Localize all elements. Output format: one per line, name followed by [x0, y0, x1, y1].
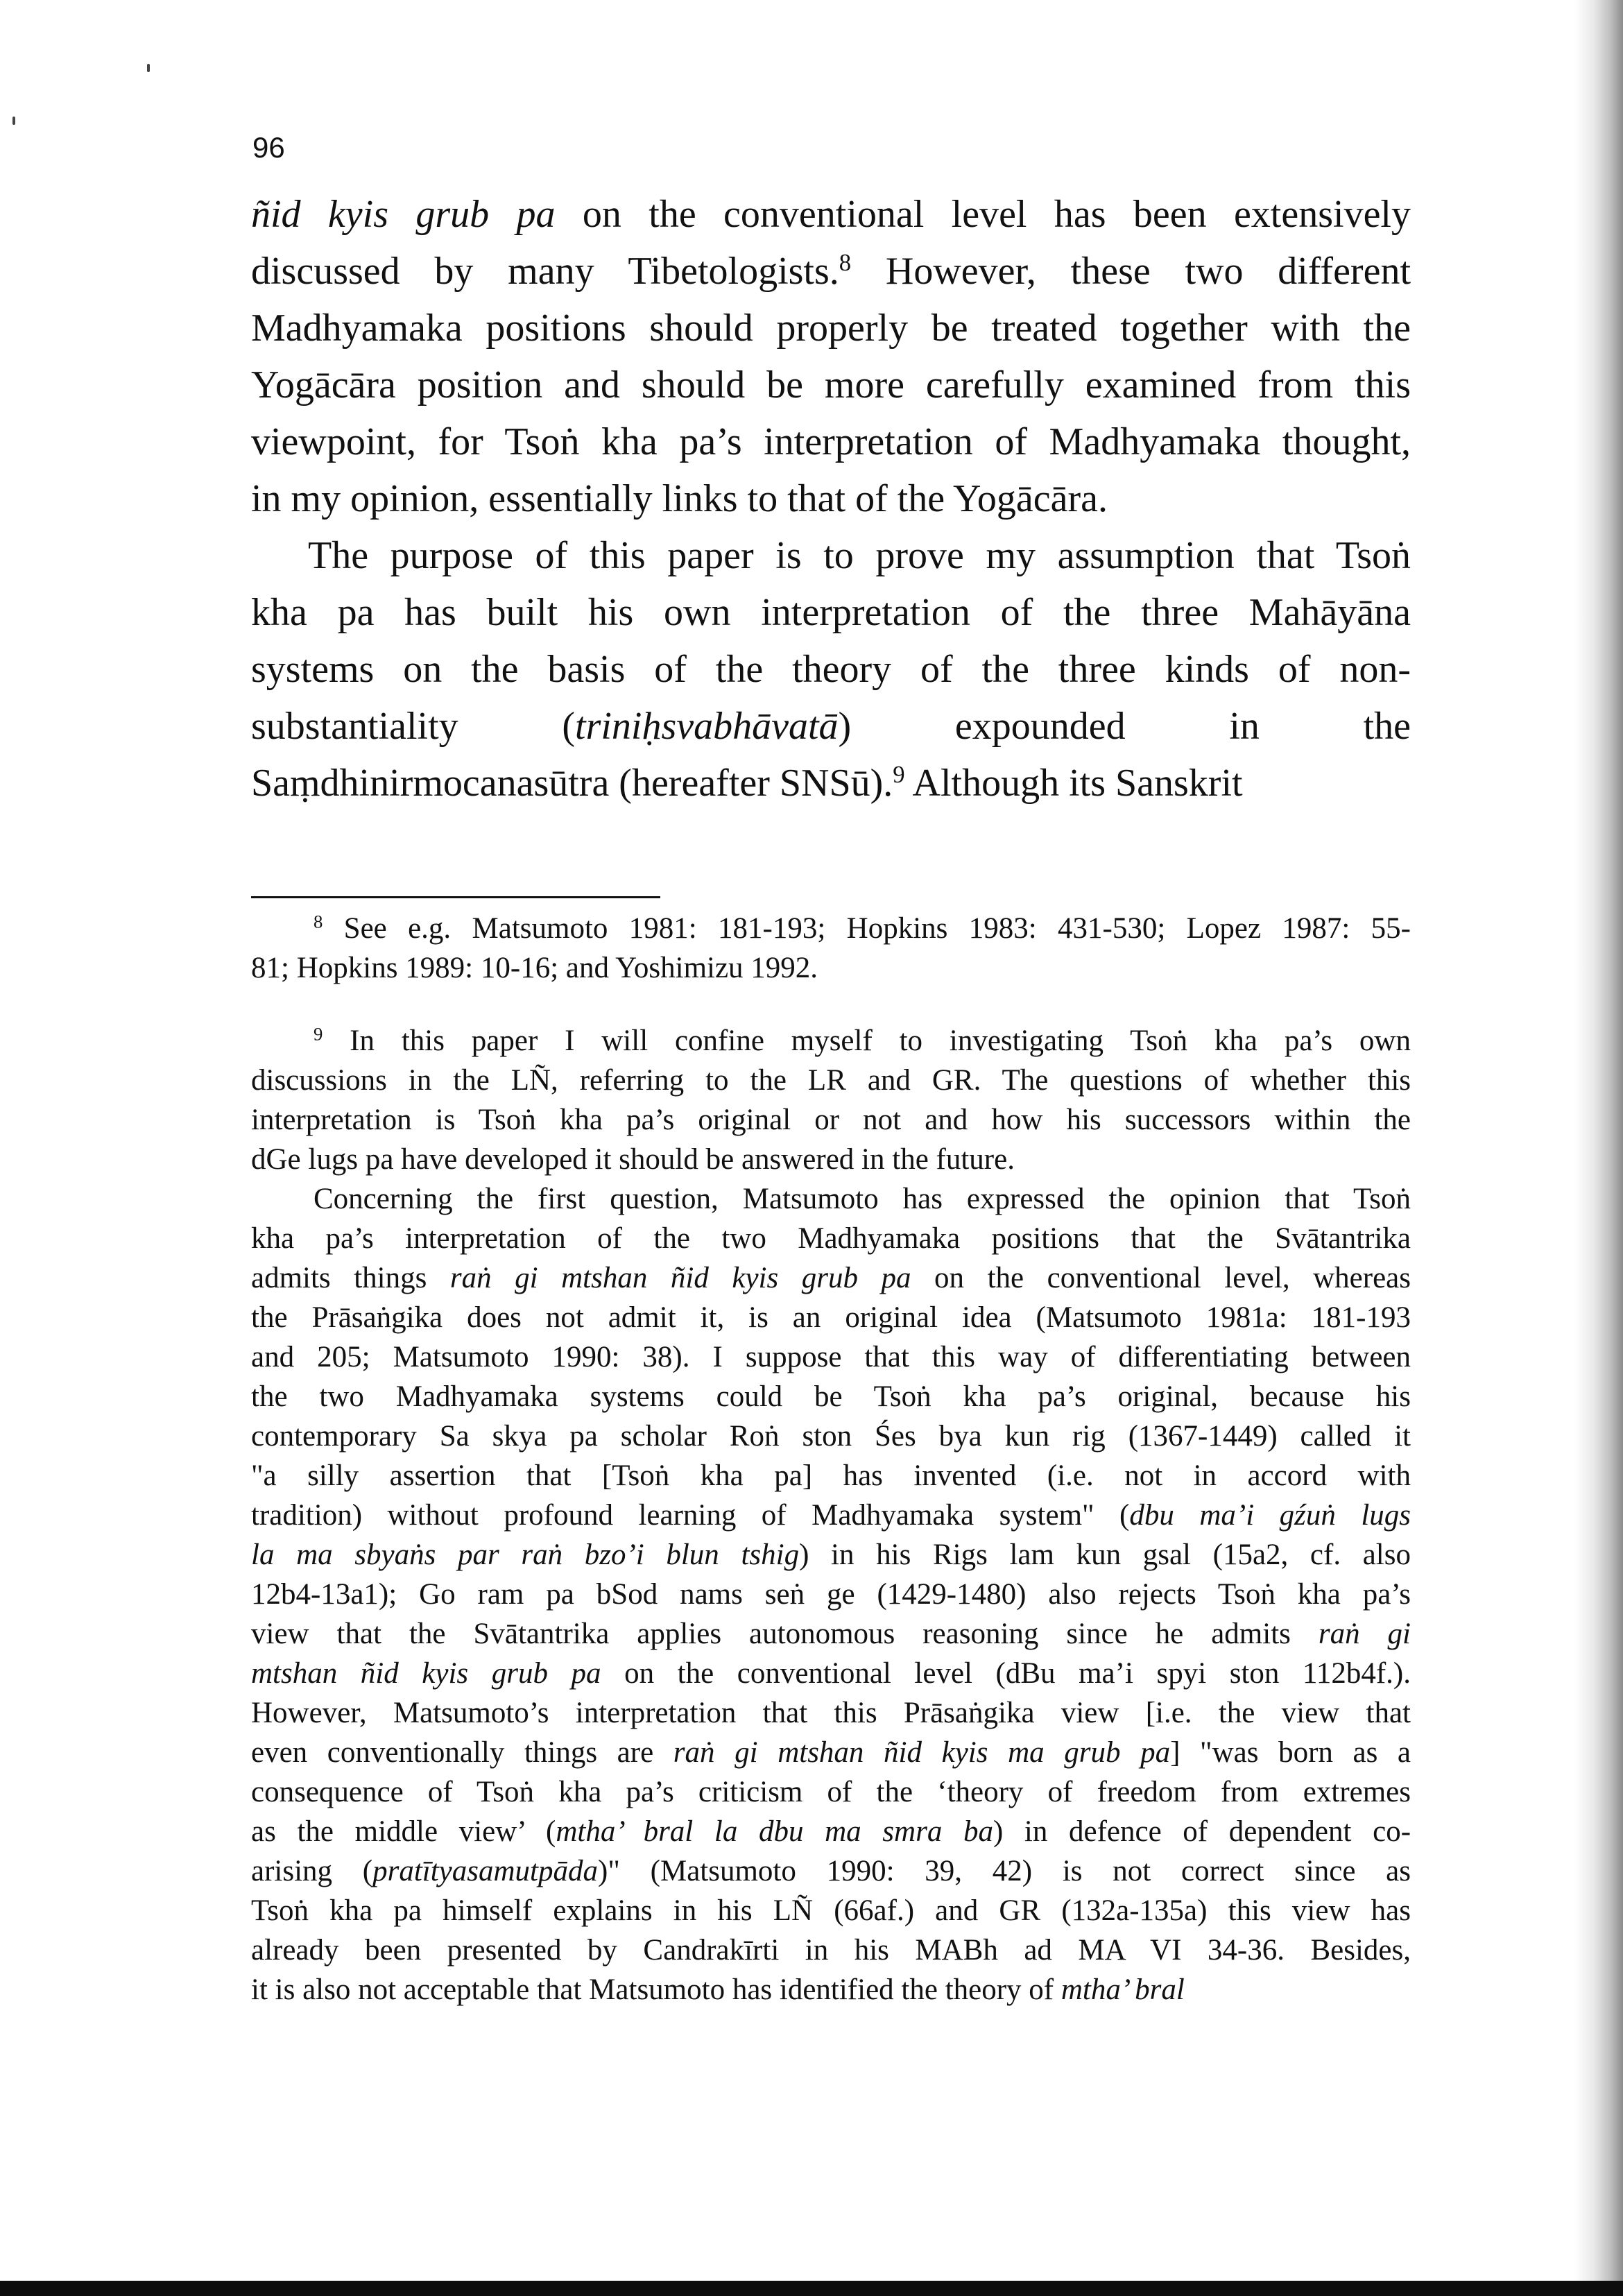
text-run: on the conventional level has been extensively	[555, 193, 1411, 236]
text-run: Madhyamaka positions should properly be treated together with the	[251, 307, 1411, 350]
body-line	[251, 641, 1411, 698]
text-run: ] "was born as a	[1170, 1736, 1411, 1769]
text-run: the Prāsaṅgika does not admit it, is an original idea (Matsumoto 1981a: 181-193	[251, 1301, 1411, 1334]
footnote-line	[251, 1772, 1411, 1812]
scan-bottom-border	[0, 2281, 1623, 2296]
text-run: on the conventional level, whereas	[911, 1262, 1411, 1294]
footnote-line	[251, 1930, 1411, 1970]
footnote-line	[251, 1377, 1411, 1416]
text-run: Tsoṅ kha pa himself explains in his LÑ (66af.) and GR (132a-135a) this view has	[251, 1894, 1411, 1927]
italic-term: raṅ gi mtshan ñid kyis grub pa	[449, 1262, 911, 1294]
text-run: ) in his Rigs lam kun gsal (15a2, cf. also	[799, 1539, 1411, 1571]
footnote-line	[251, 1891, 1411, 1930]
body-line	[251, 755, 1411, 812]
footnote-line	[251, 1654, 1411, 1693]
text-run: the two Madhyamaka systems could be Tsoṅ kha pa’s original, because his	[251, 1380, 1411, 1413]
footnote-line	[251, 1496, 1411, 1535]
footnotes-block	[251, 909, 1411, 2010]
text-run: Concerning the first question, Matsumoto has expressed the opinion that Tsoṅ	[314, 1183, 1411, 1215]
text-run: discussions in the LÑ, referring to the LR and GR. The questions of whether this	[251, 1064, 1411, 1097]
body-line	[251, 357, 1411, 413]
italic-term: mtshan ñid kyis grub pa	[251, 1657, 601, 1690]
text-run: view that the Svātantrika applies autonomous reasoning since he admits	[251, 1618, 1319, 1650]
text-run: In this paper I will confine myself to investigating Tsoṅ kha pa’s own	[323, 1025, 1411, 1057]
text-run: The purpose of this paper is to prove my assumption that Tsoṅ	[308, 534, 1411, 577]
text-run: even conventionally things are	[251, 1736, 673, 1769]
footnote-line	[251, 1535, 1411, 1575]
text-run: admits things	[251, 1262, 450, 1294]
scan-speck	[147, 64, 150, 72]
italic-term: raṅ gi	[1318, 1618, 1411, 1650]
text-run: consequence of Tsoṅ kha pa’s criticism of the ‘theory of freedom from extremes	[251, 1776, 1411, 1808]
footnote-line	[251, 1575, 1411, 1614]
footnote-line	[251, 1100, 1411, 1140]
body-line	[251, 243, 1411, 300]
footnote-marker: 8	[839, 248, 852, 276]
text-run: in my opinion, essentially links to that of the Yogācāra.	[251, 477, 1108, 520]
italic-term: la ma sbyaṅs par raṅ bzo’i blun tshig	[251, 1539, 800, 1571]
footnote-line	[251, 1970, 1411, 2010]
text-run: ) expounded in the	[838, 705, 1411, 748]
body-line	[251, 584, 1411, 641]
text-run: arising (	[251, 1855, 373, 1887]
footnote-marker: 8	[314, 911, 323, 932]
footnote-line	[251, 1416, 1411, 1456]
text-run: See e.g. Matsumoto 1981: 181-193; Hopkins 1983: 431-530; Lopez 1987: 55-	[323, 912, 1411, 945]
body-line	[251, 698, 1411, 755]
footnote-line	[251, 1298, 1411, 1337]
text-run: Saṃdhinirmocanasūtra (hereafter SNSū).	[251, 762, 893, 805]
text-run: it is also not acceptable that Matsumoto has identified the theory of	[251, 1973, 1061, 2006]
text-run: Although its Sanskrit	[904, 762, 1243, 805]
footnote-line	[251, 1456, 1411, 1496]
footnote-line	[251, 1258, 1411, 1298]
text-run: substantiality (	[251, 705, 576, 748]
text-run: discussed by many Tibetologists.	[251, 250, 839, 293]
text-run: already been presented by Candrakīrti in his MABh ad MA VI 34-36. Besides,	[251, 1934, 1411, 1967]
body-line	[251, 413, 1411, 470]
body-line	[251, 527, 1411, 584]
text-run: and 205; Matsumoto 1990: 38). I suppose that this way of differentiating between	[251, 1341, 1411, 1373]
text-run: However, these two different	[851, 250, 1411, 293]
page-number: 96	[252, 131, 285, 164]
text-run: )" (Matsumoto 1990: 39, 42) is not correct since as	[598, 1855, 1411, 1887]
italic-term: dbu ma’i gźuṅ lugs	[1129, 1499, 1411, 1532]
footnote-line	[251, 948, 1411, 988]
text-run: kha pa has built his own interpretation of the three Mahāyāna	[251, 591, 1411, 634]
text-run: interpretation is Tsoṅ kha pa’s original or not and how his successors within the	[251, 1104, 1411, 1136]
scan-speck	[12, 117, 15, 125]
text-run: tradition) without profound learning of Madhyamaka system" (	[251, 1499, 1130, 1532]
footnote-line	[251, 909, 1411, 948]
text-run: "a silly assertion that [Tsoṅ kha pa] has invented (i.e. not in accord with	[251, 1459, 1411, 1492]
footnote-9	[251, 1021, 1411, 2010]
italic-term: triniḥsvabhāvatā	[575, 705, 839, 748]
footnote-gap	[251, 988, 1411, 1021]
footnote-line	[251, 1614, 1411, 1654]
text-run: dGe lugs pa have developed it should be answered in the future.	[251, 1143, 1015, 1176]
body-line	[251, 300, 1411, 357]
text-run: 12b4-13a1); Go ram pa bSod nams seṅ ge (1429-1480) also rejects Tsoṅ kha pa’s	[251, 1578, 1411, 1611]
text-run: However, Matsumoto’s interpretation that this Prāsaṅgika view [i.e. the view that	[251, 1697, 1411, 1729]
italic-term: mtha’ bral	[1060, 1973, 1185, 2006]
footnote-line	[251, 1733, 1411, 1772]
footnote-line	[251, 1219, 1411, 1258]
text-run: contemporary Sa skya pa scholar Roṅ ston Śes bya kun rig (1367-1449) called it	[251, 1420, 1411, 1453]
footnote-line	[251, 1337, 1411, 1377]
footnote-line	[251, 1140, 1411, 1179]
footnote-marker: 9	[893, 760, 905, 788]
italic-term: mtha’ bral la dbu ma smra ba	[556, 1815, 993, 1848]
footnote-separator	[251, 896, 660, 898]
text-run: kha pa’s interpretation of the two Madhyamaka positions that the Svātantrika	[251, 1222, 1411, 1255]
text-run: as the middle view’ (	[251, 1815, 556, 1848]
text-run: viewpoint, for Tsoṅ kha pa’s interpretation of Madhyamaka thought,	[251, 420, 1411, 463]
italic-term: pratītyasamutpāda	[372, 1855, 599, 1887]
main-text-block	[251, 186, 1411, 812]
footnote-line	[251, 1693, 1411, 1733]
text-run: on the conventional level (dBu ma’i spyi ston 112b4f.).	[601, 1657, 1411, 1690]
scan-edge-shadow	[1574, 0, 1623, 2296]
footnote-marker: 9	[314, 1023, 323, 1045]
text-run: ) in defence of dependent co-	[993, 1815, 1411, 1848]
footnote-line	[251, 1812, 1411, 1851]
body-line	[251, 186, 1411, 243]
footnote-line	[251, 1851, 1411, 1891]
footnote-line	[251, 1179, 1411, 1219]
text-run: Yogācāra position and should be more carefully examined from this	[251, 363, 1411, 406]
text-run: systems on the basis of the theory of the three kinds of non-	[251, 648, 1411, 691]
italic-term: raṅ gi mtshan ñid kyis ma grub pa	[673, 1736, 1171, 1769]
footnote-line	[251, 1021, 1411, 1061]
text-run: 81; Hopkins 1989: 10-16; and Yoshimizu 1992.	[251, 952, 818, 984]
body-line	[251, 470, 1411, 527]
italic-term: ñid kyis grub pa	[251, 193, 556, 236]
footnote-line	[251, 1061, 1411, 1100]
footnote-8	[251, 909, 1411, 988]
